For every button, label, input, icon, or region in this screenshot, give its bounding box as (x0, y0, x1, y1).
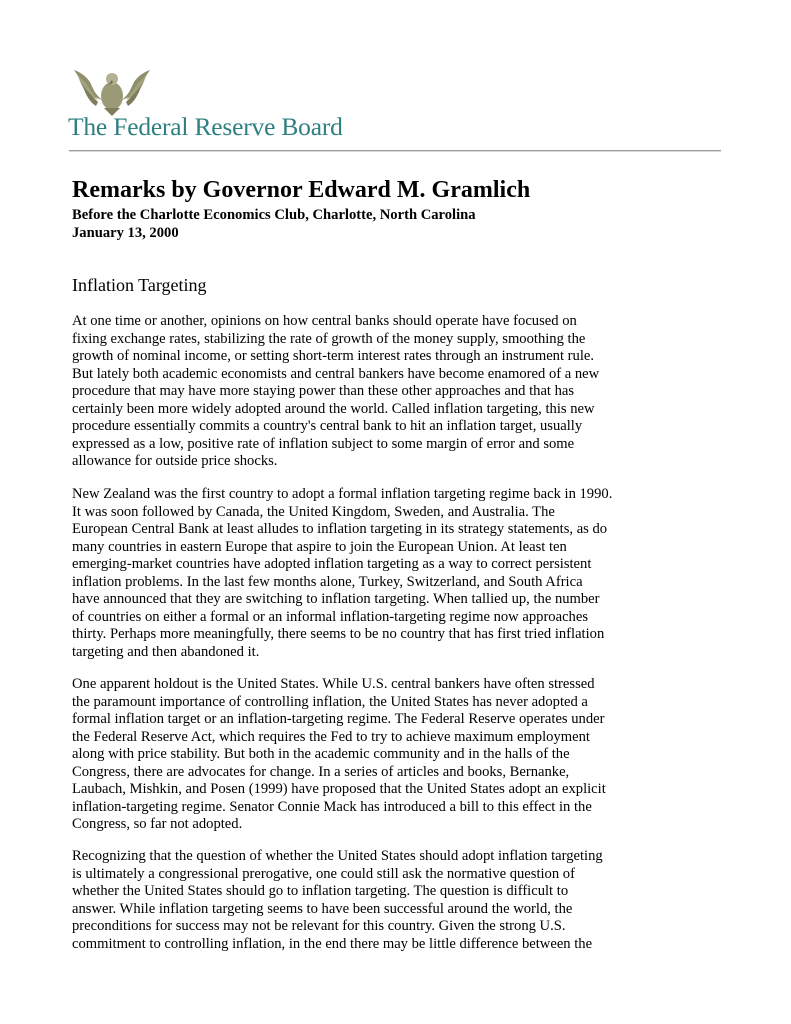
text-line: inflation problems. In the last few months alone, Turkey, Switzerland, and South Africa (72, 573, 583, 590)
text-line: procedure essentially commits a country's central bank to hit an inflation target, usually (72, 418, 583, 434)
text-line: whether the United States should go to inflation targeting. The question is difficult to (72, 883, 569, 899)
section-heading: Inflation Targeting (72, 275, 207, 295)
text-line: It was soon followed by Canada, the United Kingdom, Sweden, and Australia. The (72, 503, 555, 520)
text-line: commitment to controlling inflation, in the end there may be little difference between the (72, 935, 593, 952)
text-line: One apparent holdout is the United States. While U.S. central bankers have often stressed (72, 676, 595, 692)
text-line: formal inflation target or an inflation-targeting regime. The Federal Reserve operates under (72, 711, 605, 727)
text-line: But lately both academic economists and central bankers have become enamored of a new (72, 365, 600, 382)
text-line: the Federal Reserve Act, which requires the Fed to try to achieve maximum employment (72, 728, 590, 745)
text-line: thirty. Perhaps more meaningfully, there seems to be no country that has first tried inflation (72, 626, 605, 642)
paragraph-4 (72, 848, 672, 953)
text-line: is ultimately a congressional prerogative, one could still ask the normative question of (72, 865, 575, 882)
text-line: Congress, there are advocates for change. In a series of articles and books, Bernanke, (72, 763, 570, 780)
text-line: many countries in eastern Europe that aspire to join the European Union. At least ten (72, 538, 567, 555)
text-line: growth of nominal income, or setting short-term interest rates through an instrument rule. (72, 348, 595, 364)
site-header (68, 66, 368, 141)
text-line: along with price stability. But both in the academic community and in the halls of the (72, 746, 570, 762)
text-line: preconditions for success may not be relevant for this country. Given the strong U.S. (72, 918, 566, 934)
date-line: January 13, 2000 (72, 225, 179, 241)
text-line: Congress, so far not adopted. (72, 816, 243, 832)
text-line: targeting and then abandoned it. (72, 643, 260, 660)
paragraph-1 (72, 313, 672, 471)
venue-line: Before the Charlotte Economics Club, Charlotte, North Carolina (72, 207, 476, 223)
logo-text[interactable]: The Federal Reserve Board (68, 112, 343, 141)
text-line: Recognizing that the question of whether the United States should adopt inflation targeting (72, 848, 603, 864)
text-line: At one time or another, opinions on how central banks should operate have focused on (72, 313, 577, 329)
text-line: New Zealand was the first country to adopt a formal inflation targeting regime back in 1990. (72, 486, 613, 502)
page-title: Remarks by Governor Edward M. Gramlich (72, 177, 531, 203)
header-divider (69, 150, 721, 152)
paragraph-3 (72, 676, 672, 834)
text-line: fixing exchange rates, stabilizing the rate of growth of the money supply, smoothing the (72, 330, 586, 347)
text-line: European Central Bank at least alludes to inflation targeting in its strategy statements, as do (72, 521, 608, 537)
text-line: certainly been more widely adopted around the world. Called inflation targeting, this new (72, 400, 595, 417)
eagle-icon (72, 66, 152, 116)
text-line: Laubach, Mishkin, and Posen (1999) have proposed that the United States adopt an explicit (72, 781, 606, 797)
paragraph-2 (72, 486, 672, 661)
text-line: emerging-market countries have adopted inflation targeting as a way to correct persistent (72, 556, 592, 572)
text-line: inflation-targeting regime. Senator Connie Mack has introduced a bill to this effect in the (72, 798, 592, 815)
text-line: have announced that they are switching to inflation targeting. When tallied up, the number (72, 591, 600, 607)
text-line: allowance for outside price shocks. (72, 453, 278, 469)
text-line: expressed as a low, positive rate of inflation subject to some margin of error and some (72, 435, 575, 452)
text-line: of countries on either a formal or an informal inflation-targeting regime now approaches (72, 608, 589, 625)
text-line: the paramount importance of controlling inflation, the United States has never adopted a (72, 693, 588, 710)
text-line: answer. While inflation targeting seems to have been successful around the world, the (72, 900, 573, 917)
text-line: procedure that may have more staying power than these other approaches and that has (72, 383, 575, 399)
